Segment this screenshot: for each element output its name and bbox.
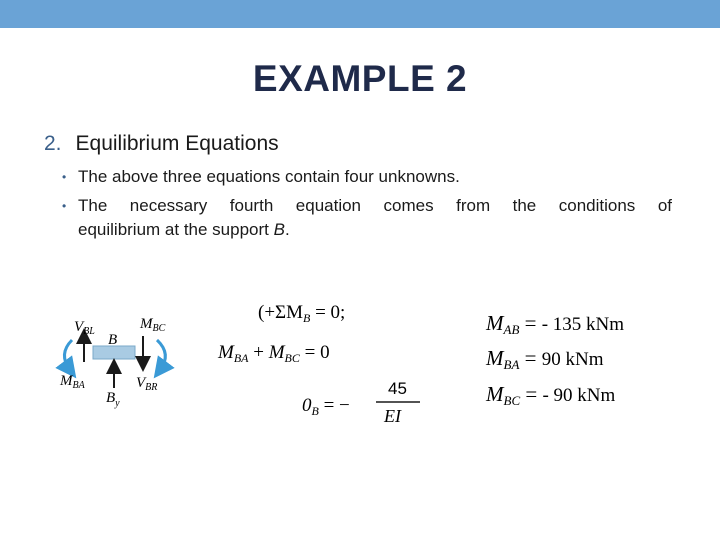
equations	[217, 302, 420, 426]
results	[485, 311, 624, 408]
free-body-diagram	[59, 316, 166, 409]
result-mbc: MBC = - 90 kNm	[486, 382, 616, 408]
section-number: 2.	[44, 132, 62, 155]
equilibrium-equation: $M_{BA} + M_{BC} = 0$	[218, 342, 330, 365]
bullet-text: The above three equations contain four unknowns.	[78, 167, 460, 186]
result-mba: MBA = 90 kNm	[486, 346, 604, 372]
fraction-numerator: 45	[388, 379, 407, 398]
section-heading-text: Equilibrium Equations	[75, 132, 279, 155]
result-mab: MAB = - 135 kNm	[486, 311, 625, 337]
bullet-continuation: equilibrium at the support B.	[78, 220, 290, 239]
vbl-label: $V_{BL}$	[74, 319, 95, 337]
moment-arrow-right	[157, 340, 165, 370]
slide-title: EXAMPLE 2	[252, 58, 468, 99]
mbc-label: $M_{BC}$	[140, 316, 166, 334]
joint-b-label: B	[108, 332, 118, 348]
rotation-equation: $0_B$ = −	[302, 395, 350, 418]
bullet-text: The necessary fourth equation comes from the conditions of	[78, 196, 672, 215]
bullet-dot-icon: •	[62, 170, 67, 184]
bullet-dot-icon: •	[62, 199, 67, 213]
moment-equation: ($+\Sigma M_B = 0$;	[258, 302, 346, 325]
mba-label: $M_{BA}$	[60, 373, 85, 391]
fraction-denominator: EI	[384, 406, 401, 426]
moment-arrow-left	[64, 340, 72, 370]
vbr-label: $V_{BR}$	[136, 375, 158, 393]
by-label: $B_y$	[106, 390, 120, 409]
